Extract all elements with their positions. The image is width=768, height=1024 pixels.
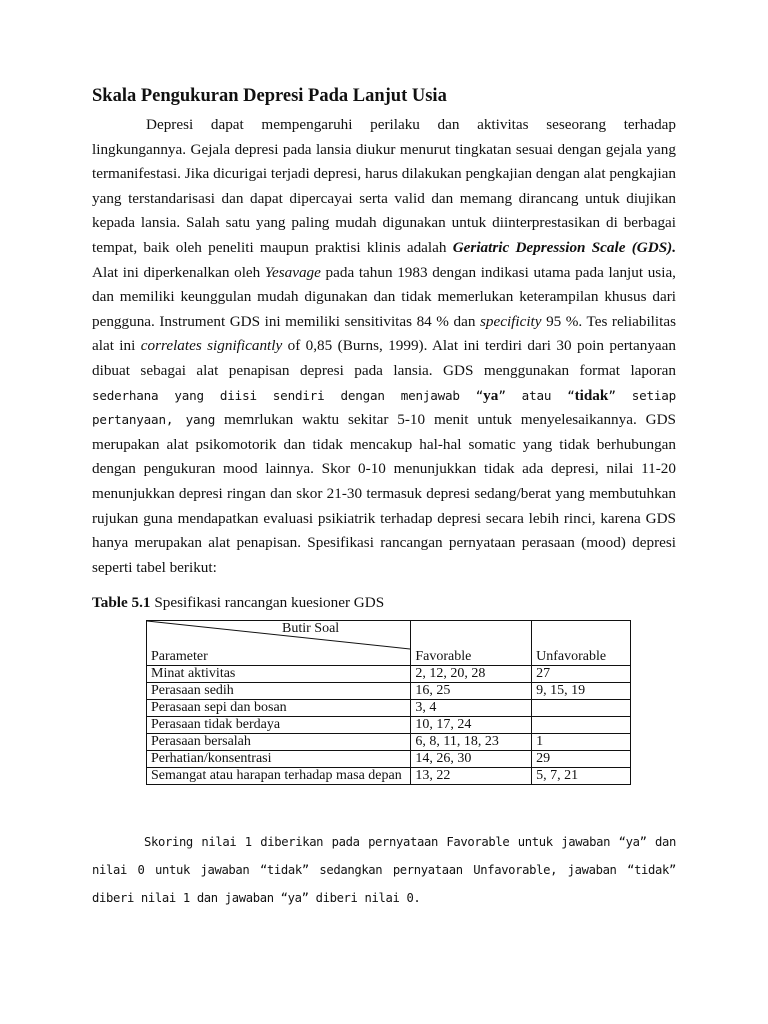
- unfavorable-cell: [532, 700, 631, 717]
- scoring-text: Skoring nilai 1 diberikan pada pernyataan Favorable untuk jawaban “ya” dan nilai 0 untuk jawaban “tidak” sedangkan pernyataan Unfavorable, jawaban “tidak” diberi nilai 1 dan jawaban “ya” diberi nilai 0.: [92, 835, 676, 905]
- term-correlates: correlates significantly: [140, 337, 283, 355]
- text-segment: memrlukan waktu sekitar 5-10 menit untuk menyelesaikannya. GDS merupakan alat psikomotorik dan tidak mencakup hal-hal somatic yang tidak berhubungan dengan pengukuran mood lainnya. Skor 0-10 menunjukkan tidak ada depresi, nilai 11-20 menunjukkan depresi ringan dan skor 21-30 termasuk depresi sedang/berat yang membutuhkan rujukan guna mendapatkan evaluasi psikiatrik terhadap depresi secara lebih rinci, karena GDS hanya merupakan alat penapisan. Spesifikasi rancangan pernyataan perasaan (mood) depresi seperti tabel berikut:: [92, 411, 676, 576]
- table-row: [147, 700, 631, 717]
- parameter-cell: Perasaan sepi dan bosan: [147, 700, 411, 717]
- favorable-cell: 16, 25: [411, 683, 532, 700]
- gds-spec-table: [146, 620, 631, 785]
- unfavorable-cell: 9, 15, 19: [532, 683, 631, 700]
- header-favorable: Favorable: [411, 621, 532, 666]
- favorable-cell: 10, 17, 24: [411, 717, 532, 734]
- author-name: Yesavage: [264, 263, 321, 281]
- table-row: [147, 768, 631, 785]
- caption-label: Table 5.1: [92, 594, 151, 611]
- page-title: Skala Pengukuran Depresi Pada Lanjut Usia: [92, 86, 447, 106]
- favorable-cell: 3, 4: [411, 700, 532, 717]
- parameter-cell: Perasaan tidak berdaya: [147, 717, 411, 734]
- header-parameter: Parameter: [151, 649, 208, 664]
- answer-ya: ya: [483, 386, 499, 404]
- unfavorable-cell: 27: [532, 666, 631, 683]
- parameter-cell: Perasaan bersalah: [147, 734, 411, 751]
- header-unfavorable: Unfavorable: [532, 621, 631, 666]
- table-row: [147, 734, 631, 751]
- favorable-cell: 13, 22: [411, 768, 532, 785]
- favorable-cell: 2, 12, 20, 28: [411, 666, 532, 683]
- table-row: [147, 683, 631, 700]
- favorable-cell: 6, 8, 11, 18, 23: [411, 734, 532, 751]
- text-segment: Alat ini diperkenalkan oleh: [92, 263, 265, 281]
- unfavorable-cell: 5, 7, 21: [532, 768, 631, 785]
- parameter-cell: Semangat atau harapan terhadap masa depan: [147, 768, 411, 785]
- term-specificity: specificity: [479, 312, 542, 330]
- mono-segment: ” setiap pertanyaan, yang: [92, 387, 676, 428]
- text-segment: pada tahun 1983 dengan indikasi utama pada lanjut usia, dan memiliki keunggulan mudah digunakan dan tidak memerlukan keterampilan khusus dari pengguna. Instrument GDS ini memiliki sensitivitas 84 % dan: [92, 263, 676, 330]
- text-segment: Depresi dapat mempengaruhi perilaku dan aktivitas seseorang terhadap lingkungannya. Gejala depresi pada lansia diukur menurut tingkatan sesuai dengan gejala yang termanifestasi. Jika dicurigai terjadi depresi, harus dilakukan pengkajian dengan alat pengkajian yang terstandarisasi dan dapat dipercayai serta valid dan memang dirancang untuk diujikan kepada lansia. Salah satu yang paling mudah digunakan untuk diinterprestasikan di berbagai tempat, baik oleh peneliti maupun praktisi klinis adalah: [92, 116, 676, 256]
- gds-name: Geriatric Depression Scale (GDS).: [452, 238, 676, 256]
- text-segment: 95 %. Tes reliabilitas alat ini: [92, 312, 676, 355]
- caption-text: Spesifikasi rancangan kuesioner GDS: [150, 594, 385, 611]
- table-header-row: [147, 621, 631, 666]
- unfavorable-cell: 1: [532, 734, 631, 751]
- parameter-cell: Perasaan sedih: [147, 683, 411, 700]
- parameter-cell: Perhatian/konsentrasi: [147, 751, 411, 768]
- diagonal-header-cell: [147, 621, 411, 666]
- mono-segment: sederhana yang diisi sendiri dengan menjawab “: [92, 387, 484, 403]
- parameter-cell: Minat aktivitas: [147, 666, 411, 683]
- header-butir-soal: Butir Soal: [282, 621, 340, 636]
- text-segment: of 0,85 (Burns, 1999). Alat ini terdiri dari 30 poin pertanyaan dibuat sebagai alat penapisan depresi pada lansia. GDS menggunakan format laporan: [92, 337, 676, 379]
- intro-paragraph: [92, 113, 676, 580]
- scoring-paragraph: [92, 828, 676, 912]
- table-row: [147, 666, 631, 683]
- favorable-cell: 14, 26, 30: [411, 751, 532, 768]
- answer-tidak: tidak: [574, 386, 609, 404]
- table-caption: [92, 594, 384, 612]
- table-row: [147, 717, 631, 734]
- unfavorable-cell: [532, 717, 631, 734]
- unfavorable-cell: 29: [532, 751, 631, 768]
- mono-segment: ” atau “: [498, 387, 575, 403]
- table-row: [147, 751, 631, 768]
